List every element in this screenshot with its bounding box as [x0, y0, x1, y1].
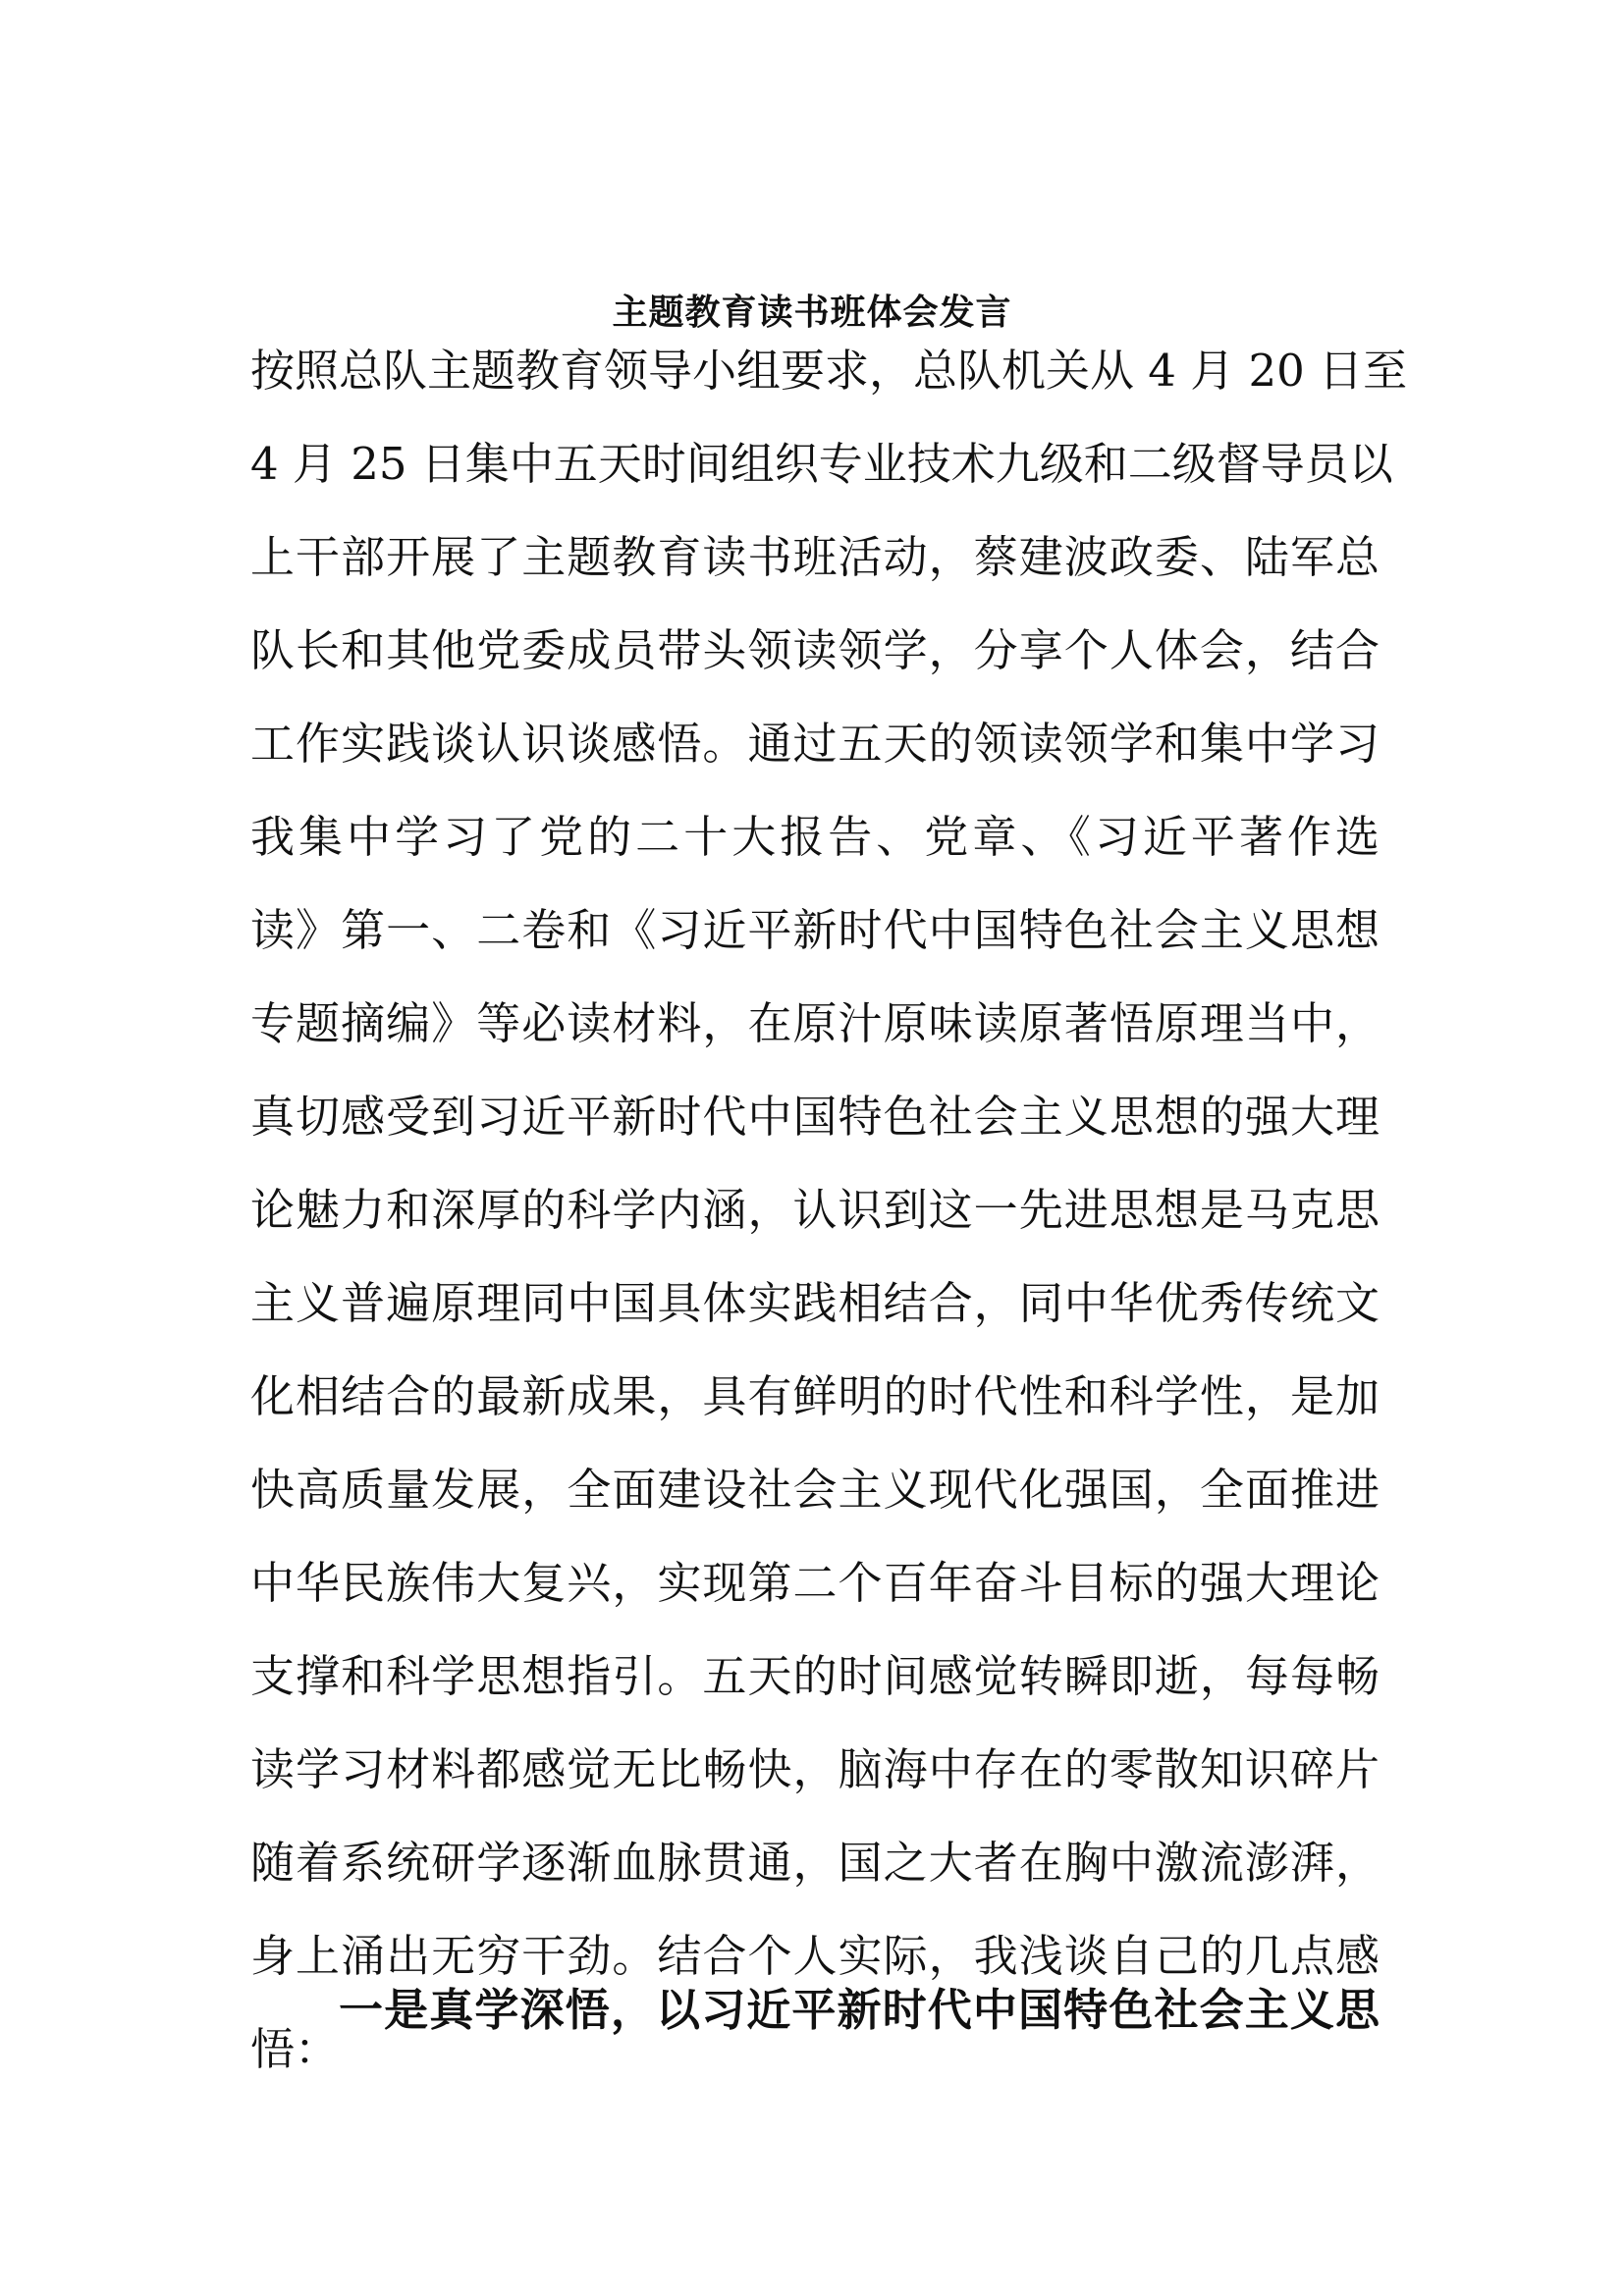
paragraph-line: 工作实践谈认识谈感悟。通过五天的领读领学和集中学习: [250, 718, 1380, 770]
paragraph-line: 随着系统研学逐渐血脉贯通，国之大者在胸中激流澎湃，: [250, 1837, 1380, 1889]
paragraph-line: 读》第一、二卷和《习近平新时代中国特色社会主义思想: [250, 904, 1380, 956]
paragraph-line: 快高质量发展，全面建设社会主义现代化强国，全面推进: [250, 1464, 1380, 1516]
paragraph-line: 中华民族伟大复兴，实现第二个百年奋斗目标的强大理论: [250, 1557, 1380, 1609]
paragraph-line: 队长和其他党委成员带头领读领学，分享个人体会，结合: [250, 624, 1380, 676]
document-title: 主题教育读书班体会发言: [612, 292, 1012, 333]
paragraph-line: 读学习材料都感觉无比畅快，脑海中存在的零散知识碎片: [250, 1743, 1380, 1795]
paragraph-line: 悟：: [250, 2023, 340, 2075]
paragraph-line: 上干部开展了主题教育读书班活动，蔡建波政委、陆军总: [250, 531, 1380, 583]
paragraph-line: 化相结合的最新成果，具有鲜明的时代性和科学性，是加: [250, 1370, 1380, 1422]
paragraph-line: 身上涌出无穷干劲。结合个人实际，我浅谈自己的几点感: [250, 1930, 1380, 1982]
paragraph-line: 主义普遍原理同中国具体实践相结合，同中华优秀传统文: [250, 1277, 1380, 1329]
section-heading: 一是真学深悟，以习近平新时代中国特色社会主义思: [339, 1984, 1380, 2036]
paragraph-line: 按照总队主题教育领导小组要求，总队机关从 4 月 20 日至: [250, 345, 1408, 397]
paragraph-line: 支撑和科学思想指引。五天的时间感觉转瞬即逝，每每畅: [250, 1650, 1380, 1702]
paragraph-line: 专题摘编》等必读材料，在原汁原味读原著悟原理当中，: [250, 997, 1380, 1049]
paragraph-line: 4 月 25 日集中五天时间组织专业技术九级和二级督导员以: [250, 438, 1393, 490]
body-paragraph: [250, 324, 1408, 2096]
paragraph-line: 论魅力和深厚的科学内涵，认识到这一先进思想是马克思: [250, 1184, 1380, 1236]
paragraph-line: 我集中学习了党的二十大报告、党章、《习近平著作选: [250, 811, 1380, 863]
paragraph-line: 真切感受到习近平新时代中国特色社会主义思想的强大理: [250, 1091, 1380, 1143]
